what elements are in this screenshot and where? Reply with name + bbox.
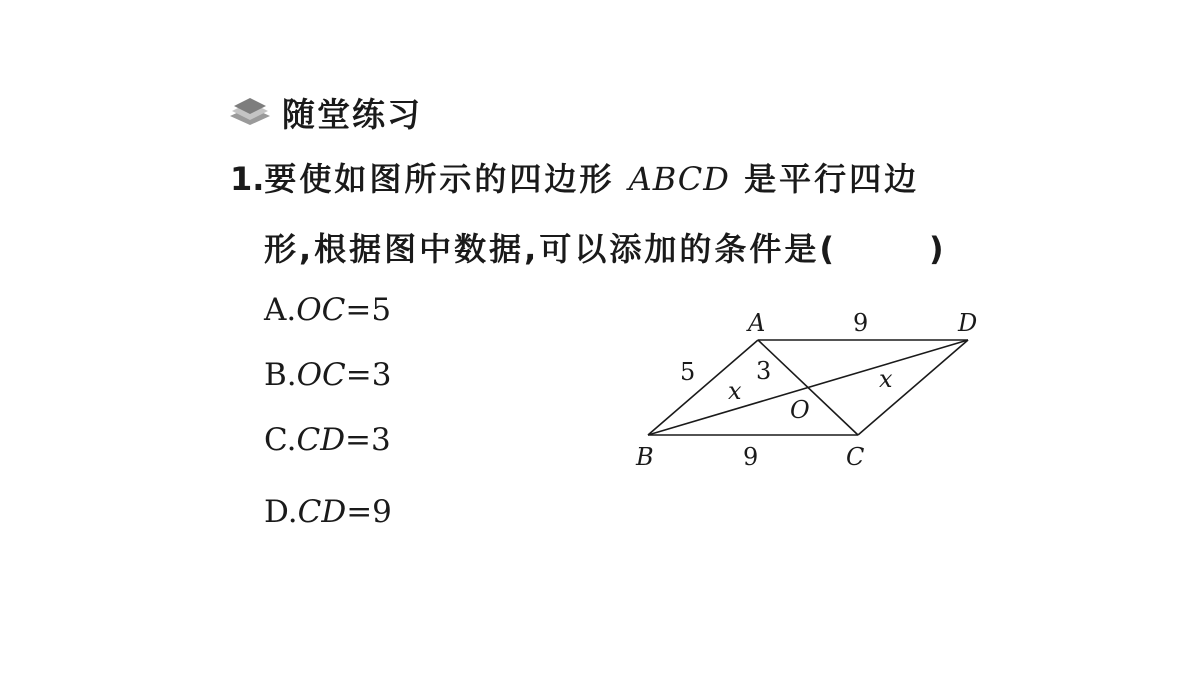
vertex-c-label: C xyxy=(846,443,865,471)
option-relation: = xyxy=(346,494,373,530)
option-relation: = xyxy=(345,422,372,458)
option-letter: C. xyxy=(264,422,297,458)
option-letter: D. xyxy=(264,494,298,530)
question-line-1 xyxy=(230,154,919,200)
shape-name: ABCD xyxy=(628,160,730,198)
option-value: 3 xyxy=(371,357,392,393)
vertex-d-label: D xyxy=(958,309,978,337)
option-relation: = xyxy=(345,292,372,328)
option-expr: CD xyxy=(297,494,347,530)
question-text-1a: 要使如图所示的四边形 xyxy=(264,160,615,198)
question-number: 1. xyxy=(230,160,265,198)
label-bc: 9 xyxy=(743,443,759,471)
option-d[interactable] xyxy=(264,494,392,530)
option-expr: OC xyxy=(296,292,346,328)
option-value: 9 xyxy=(372,494,392,530)
vertex-a-label: A xyxy=(748,309,766,337)
answer-blank-close: ) xyxy=(928,230,947,268)
option-value: 3 xyxy=(371,422,391,458)
option-a[interactable] xyxy=(264,292,391,328)
label-ab: 5 xyxy=(680,358,696,386)
label-ad: 9 xyxy=(853,309,869,337)
stacked-layers-icon xyxy=(226,92,274,132)
label-bo: x xyxy=(728,377,742,405)
option-letter: B. xyxy=(264,357,297,393)
edge-dc xyxy=(858,340,968,435)
option-expr: OC xyxy=(296,357,346,393)
vertex-b-label: B xyxy=(636,443,654,471)
option-value: 5 xyxy=(371,292,392,328)
option-expr: CD xyxy=(296,422,346,458)
option-relation: = xyxy=(345,357,372,393)
label-od: x xyxy=(879,365,893,393)
section-title: 随堂练习 xyxy=(282,94,422,134)
option-c[interactable] xyxy=(264,422,391,458)
question-text-1b: 是平行四边 xyxy=(744,160,920,198)
question-text-2: 形,根据图中数据,可以添加的条件是( xyxy=(264,230,837,268)
quadrilateral-figure xyxy=(620,295,1000,480)
section-header xyxy=(226,90,422,134)
option-letter: A. xyxy=(264,292,297,328)
question-line-2 xyxy=(264,224,947,270)
label-ao: 3 xyxy=(756,357,772,385)
option-b[interactable] xyxy=(264,357,392,393)
vertex-o-label: O xyxy=(790,396,810,424)
